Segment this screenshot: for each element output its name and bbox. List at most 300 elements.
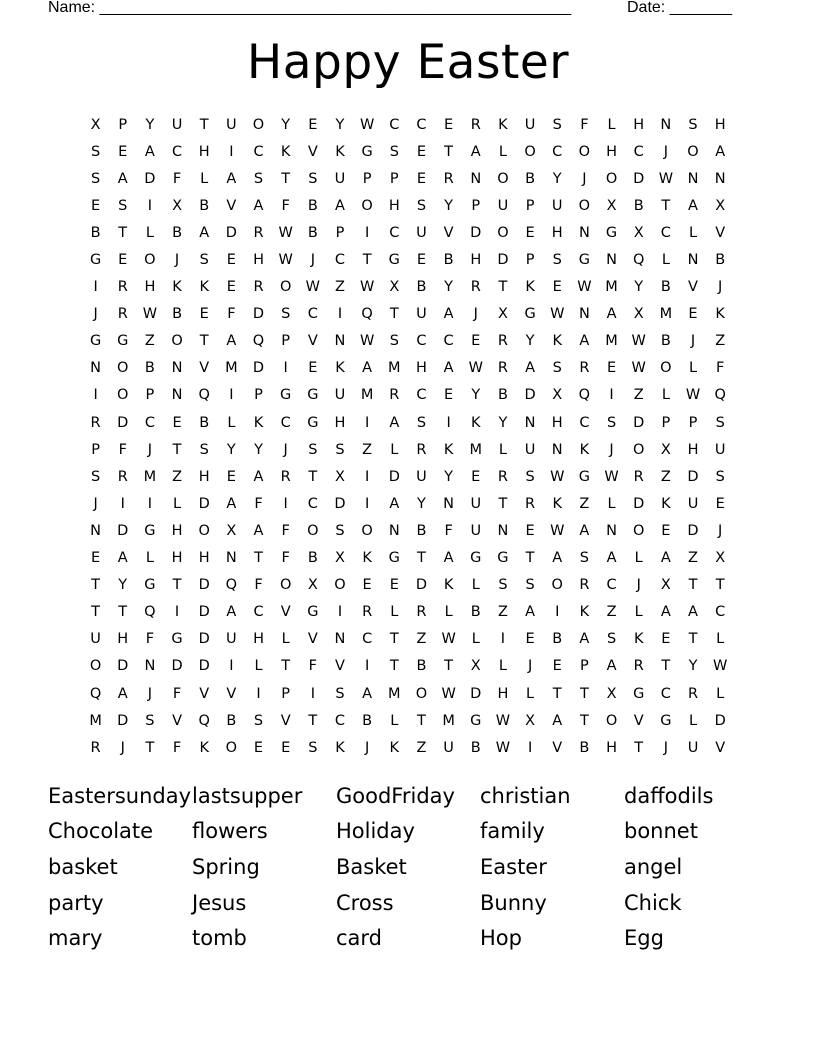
grid-letter: A xyxy=(335,197,345,214)
grid-letter: P xyxy=(471,197,481,214)
grid-letter: F xyxy=(172,170,182,187)
grid-letter: C xyxy=(715,604,726,621)
grid-letter: X xyxy=(715,197,726,214)
grid-letter: H xyxy=(388,197,400,214)
grid-letter: V xyxy=(226,197,237,214)
word-list-item: Egg xyxy=(624,926,664,951)
grid-letter: N xyxy=(551,441,563,458)
word-list-item: Spring xyxy=(192,854,260,879)
grid-letter: W xyxy=(495,712,511,729)
grid-letter: S xyxy=(308,441,318,458)
grid-letter: P xyxy=(118,116,128,133)
grid-letter: S xyxy=(688,116,698,133)
grid-letter: B xyxy=(172,306,183,323)
grid-letter: A xyxy=(606,658,617,675)
grid-letter: D xyxy=(687,522,699,539)
word-list-item: basket xyxy=(48,854,118,879)
grid-letter: X xyxy=(335,550,345,567)
grid-letter: D xyxy=(497,252,509,269)
grid-letter: R xyxy=(90,739,101,756)
word-list-item: party xyxy=(48,890,104,915)
grid-letter: G xyxy=(605,224,618,241)
grid-letter: O xyxy=(497,224,509,241)
grid-letter: W xyxy=(604,468,619,485)
word-list-item: flowers xyxy=(192,819,268,844)
grid-letter: K xyxy=(443,441,454,458)
grid-letter: T xyxy=(362,252,372,269)
grid-letter: A xyxy=(253,522,264,539)
grid-letter: L xyxy=(688,224,698,241)
grid-letter: S xyxy=(90,468,101,485)
grid-letter: G xyxy=(578,468,591,485)
grid-letter: K xyxy=(661,495,671,512)
grid-letter: O xyxy=(117,360,129,377)
grid-letter: T xyxy=(389,306,399,323)
grid-letter: L xyxy=(390,441,399,458)
grid-letter: D xyxy=(470,224,482,241)
grid-letter: D xyxy=(198,631,210,648)
grid-letter: O xyxy=(89,658,102,675)
grid-letter: L xyxy=(200,170,209,187)
grid-letter: J xyxy=(93,495,98,512)
grid-letter: D xyxy=(117,522,129,539)
grid-letter: T xyxy=(172,441,182,458)
grid-letter: O xyxy=(144,252,156,269)
grid-letter: R xyxy=(362,604,373,621)
grid-letter: S xyxy=(416,414,427,431)
grid-letter: J xyxy=(174,252,180,269)
word-list-item: Holiday xyxy=(336,819,415,844)
grid-letter: O xyxy=(117,387,129,404)
grid-letter: J xyxy=(120,739,125,756)
grid-letter: R xyxy=(525,495,536,512)
grid-letter: O xyxy=(225,739,238,756)
name-field[interactable]: Name: _____________________________________________________ xyxy=(48,0,572,16)
grid-letter: B xyxy=(416,279,427,296)
grid-letter: H xyxy=(497,685,509,702)
grid-letter: B xyxy=(497,387,508,404)
grid-letter: I xyxy=(283,360,288,377)
grid-letter: Z xyxy=(172,468,183,485)
grid-letter: O xyxy=(632,441,645,458)
grid-letter: X xyxy=(606,197,617,214)
grid-letter: A xyxy=(253,197,264,214)
grid-letter: U xyxy=(470,522,482,539)
grid-letter: M xyxy=(388,685,401,702)
grid-letter: O xyxy=(578,197,591,214)
grid-letter: B xyxy=(172,224,183,241)
grid-letter: A xyxy=(362,685,373,702)
grid-letter: G xyxy=(524,306,536,323)
grid-letter: D xyxy=(198,658,210,675)
grid-letter: E xyxy=(90,550,101,567)
grid-letter: A xyxy=(660,550,671,567)
grid-letter: Y xyxy=(226,441,236,458)
grid-letter: N xyxy=(470,170,482,187)
grid-letter: E xyxy=(199,306,209,323)
grid-letter: U xyxy=(470,495,482,512)
grid-letter: R xyxy=(90,414,101,431)
grid-letter: N xyxy=(606,252,617,269)
grid-letter: F xyxy=(172,739,182,756)
word-list-item: family xyxy=(480,819,545,844)
grid-letter: W xyxy=(550,522,565,539)
grid-letter: B xyxy=(525,170,536,187)
grid-letter: E xyxy=(118,143,128,160)
grid-letter: A xyxy=(226,604,237,621)
grid-letter: G xyxy=(497,550,509,567)
grid-letter: Z xyxy=(416,631,427,648)
grid-letter: R xyxy=(579,577,590,594)
grid-letter: B xyxy=(199,197,210,214)
grid-letter: V xyxy=(715,224,726,241)
grid-letter: T xyxy=(199,116,209,133)
grid-letter: J xyxy=(636,577,641,594)
grid-letter: R xyxy=(497,360,508,377)
grid-letter: C xyxy=(660,224,671,241)
grid-letter: A xyxy=(226,495,237,512)
grid-letter: Q xyxy=(714,387,726,404)
grid-letter: S xyxy=(525,468,535,485)
grid-letter: C xyxy=(416,333,427,350)
grid-letter: E xyxy=(715,495,725,512)
grid-letter: X xyxy=(307,577,318,594)
grid-letter: B xyxy=(199,414,210,431)
word-list-item: Cross xyxy=(336,890,394,915)
grid-letter: K xyxy=(280,143,291,160)
grid-letter: A xyxy=(443,306,454,323)
grid-letter: H xyxy=(198,468,210,485)
grid-letter: E xyxy=(552,279,562,296)
grid-letter: V xyxy=(199,360,210,377)
grid-letter: F xyxy=(227,306,236,323)
grid-letter: C xyxy=(552,143,563,160)
grid-letter: C xyxy=(171,143,183,160)
grid-letter: V xyxy=(280,604,291,621)
grid-letter: L xyxy=(471,577,480,594)
grid-letter: Y xyxy=(688,658,698,675)
grid-letter: E xyxy=(688,306,698,323)
grid-letter: C xyxy=(280,414,291,431)
grid-letter: A xyxy=(470,143,481,160)
grid-letter: N xyxy=(90,522,101,539)
grid-letter: U xyxy=(687,495,699,512)
grid-letter: D xyxy=(252,306,265,323)
grid-letter: O xyxy=(361,197,373,214)
grid-letter: O xyxy=(279,279,292,296)
grid-letter: C xyxy=(389,116,400,133)
grid-letter: M xyxy=(605,333,618,350)
word-list-item: angel xyxy=(624,854,683,879)
grid-letter: B xyxy=(416,522,427,539)
grid-letter: I xyxy=(337,604,343,621)
grid-letter: N xyxy=(225,550,237,567)
grid-letter: I xyxy=(500,631,506,648)
grid-letter: A xyxy=(552,712,563,729)
grid-letter: N xyxy=(497,522,509,539)
grid-letter: P xyxy=(580,658,589,675)
grid-letter: P xyxy=(525,197,535,214)
grid-letter: I xyxy=(527,739,533,756)
grid-letter: G xyxy=(117,333,129,350)
grid-letter: M xyxy=(388,360,401,377)
word-list-item: card xyxy=(336,926,383,951)
grid-letter: Z xyxy=(606,604,617,621)
grid-letter: T xyxy=(199,333,209,350)
grid-letter: W xyxy=(278,252,293,269)
grid-letter: L xyxy=(227,414,236,431)
grid-letter: F xyxy=(580,116,589,133)
grid-letter: L xyxy=(173,495,182,512)
grid-letter: R xyxy=(253,224,264,241)
grid-letter: K xyxy=(335,360,345,377)
grid-letter: K xyxy=(579,441,590,458)
grid-letter: S xyxy=(308,170,318,187)
grid-letter: N xyxy=(687,170,699,187)
grid-letter: M xyxy=(225,360,238,377)
grid-letter: E xyxy=(606,360,617,377)
grid-letter: P xyxy=(281,685,291,702)
grid-letter: K xyxy=(579,604,590,621)
date-field[interactable]: Date: _______ xyxy=(627,0,732,16)
grid-letter: C xyxy=(334,712,346,729)
grid-letter: T xyxy=(417,550,426,567)
grid-letter: R xyxy=(579,360,590,377)
grid-letter: J xyxy=(310,252,315,269)
grid-letter: V xyxy=(335,658,345,675)
grid-letter: C xyxy=(416,116,427,133)
grid-letter: E xyxy=(444,116,454,133)
grid-letter: X xyxy=(470,658,481,675)
grid-letter: D xyxy=(171,658,183,675)
grid-letter: M xyxy=(360,387,374,404)
grid-letter: A xyxy=(362,360,373,377)
grid-letter: G xyxy=(660,712,672,729)
grid-letter: A xyxy=(715,143,726,160)
grid-letter: E xyxy=(444,387,454,404)
grid-letter: K xyxy=(199,739,209,756)
grid-letter: E xyxy=(226,279,236,296)
grid-letter: Y xyxy=(145,116,155,133)
grid-letter: O xyxy=(687,143,699,160)
word-list-item: mary xyxy=(48,926,103,951)
grid-letter: T xyxy=(661,197,671,214)
grid-letter: Z xyxy=(579,495,590,512)
grid-letter: C xyxy=(144,414,155,431)
grid-letter: T xyxy=(661,658,671,675)
grid-letter: M xyxy=(143,468,157,485)
grid-letter: R xyxy=(416,441,427,458)
grid-letter: X xyxy=(90,116,101,133)
grid-letter: S xyxy=(335,685,345,702)
grid-letter: U xyxy=(497,197,509,214)
grid-letter: E xyxy=(172,414,182,431)
grid-letter: N xyxy=(578,224,590,241)
grid-letter: P xyxy=(525,252,535,269)
grid-letter: A xyxy=(144,143,155,160)
letter-grid xyxy=(82,111,734,761)
grid-letter: V xyxy=(552,739,563,756)
grid-letter: B xyxy=(660,333,671,350)
grid-letter: S xyxy=(253,712,264,729)
grid-letter: O xyxy=(497,170,509,187)
grid-letter: V xyxy=(715,739,726,756)
grid-letter: X xyxy=(389,279,400,296)
grid-letter: S xyxy=(606,631,617,648)
grid-letter: Z xyxy=(362,441,373,458)
grid-letter: A xyxy=(199,224,210,241)
word-list-item: bonnet xyxy=(624,819,698,844)
grid-letter: I xyxy=(229,658,234,675)
grid-letter: L xyxy=(526,685,535,702)
grid-letter: H xyxy=(416,360,427,377)
word-list-item: christian xyxy=(480,783,571,808)
grid-letter: T xyxy=(688,577,698,594)
grid-letter: E xyxy=(226,252,236,269)
grid-letter: M xyxy=(442,712,455,729)
grid-letter: H xyxy=(687,441,699,458)
grid-letter: T xyxy=(498,495,508,512)
grid-letter: S xyxy=(253,170,264,187)
grid-letter: E xyxy=(118,252,128,269)
grid-letter: Y xyxy=(525,333,535,350)
grid-letter: V xyxy=(443,224,454,241)
grid-letter: W xyxy=(685,387,701,404)
grid-letter: W xyxy=(359,116,375,133)
grid-letter: K xyxy=(362,550,372,567)
grid-letter: E xyxy=(308,360,318,377)
grid-letter: G xyxy=(470,550,482,567)
grid-letter: Q xyxy=(361,306,373,323)
grid-letter: T xyxy=(525,550,535,567)
grid-letter: Z xyxy=(688,550,698,567)
grid-letter: T xyxy=(579,712,589,729)
grid-letter: L xyxy=(471,631,480,648)
grid-letter: T xyxy=(281,658,291,675)
grid-letter: D xyxy=(524,387,536,404)
grid-letter: K xyxy=(389,739,400,756)
grid-letter: Y xyxy=(335,116,345,133)
grid-letter: T xyxy=(308,712,318,729)
grid-letter: R xyxy=(389,387,400,404)
grid-letter: X xyxy=(552,387,563,404)
grid-letter: Q xyxy=(632,252,645,269)
grid-letter: T xyxy=(172,577,182,594)
grid-letter: N xyxy=(144,658,156,675)
grid-letter: B xyxy=(470,739,481,756)
grid-letter: L xyxy=(607,495,616,512)
word-list xyxy=(48,778,768,956)
grid-letter: F xyxy=(281,522,290,539)
grid-letter: A xyxy=(389,495,400,512)
grid-letter: O xyxy=(578,143,591,160)
grid-letter: W xyxy=(550,468,565,485)
grid-letter: D xyxy=(633,170,645,187)
grid-letter: K xyxy=(253,414,264,431)
grid-letter: L xyxy=(634,604,643,621)
grid-letter: L xyxy=(498,441,507,458)
grid-letter: E xyxy=(90,197,101,214)
grid-letter: N xyxy=(714,170,726,187)
grid-letter: V xyxy=(280,712,291,729)
grid-letter: N xyxy=(334,631,346,648)
grid-letter: A xyxy=(552,550,563,567)
grid-letter: J xyxy=(718,522,723,539)
grid-letter: Q xyxy=(89,685,102,702)
grid-letter: T xyxy=(444,658,454,675)
grid-letter: L xyxy=(390,604,399,621)
grid-letter: K xyxy=(552,495,562,512)
grid-letter: A xyxy=(606,550,617,567)
grid-letter: T xyxy=(715,577,725,594)
grid-letter: H xyxy=(198,143,210,160)
grid-letter: Q xyxy=(578,387,591,404)
grid-letter: W xyxy=(550,306,565,323)
grid-letter: V xyxy=(199,685,210,702)
grid-letter: C xyxy=(443,333,454,350)
grid-letter: L xyxy=(145,550,154,567)
grid-letter: X xyxy=(715,550,726,567)
word-list-item: daffodils xyxy=(624,783,714,808)
grid-letter: I xyxy=(93,279,98,296)
grid-letter: V xyxy=(226,685,237,702)
grid-letter: D xyxy=(334,495,346,512)
grid-letter: L xyxy=(281,631,290,648)
grid-letter: E xyxy=(471,333,481,350)
grid-letter: E xyxy=(525,224,535,241)
grid-letter: U xyxy=(226,116,237,133)
grid-letter: U xyxy=(443,739,454,756)
grid-letter: I xyxy=(229,387,234,404)
grid-letter: T xyxy=(389,631,399,648)
page-title: Happy Easter xyxy=(246,35,570,90)
grid-letter: S xyxy=(199,252,209,269)
grid-letter: Y xyxy=(498,414,508,431)
grid-letter: N xyxy=(443,495,455,512)
grid-letter: X xyxy=(660,577,671,594)
grid-letter: G xyxy=(470,712,482,729)
grid-letter: E xyxy=(281,739,291,756)
grid-letter: G xyxy=(89,252,102,269)
grid-letter: U xyxy=(416,306,427,323)
grid-letter: P xyxy=(362,170,372,187)
grid-letter: T xyxy=(91,604,100,621)
grid-letter: H xyxy=(551,224,563,241)
grid-letter: N xyxy=(388,522,400,539)
grid-letter: H xyxy=(253,252,264,269)
grid-letter: A xyxy=(443,550,454,567)
grid-letter: T xyxy=(579,685,589,702)
grid-letter: U xyxy=(90,631,101,648)
grid-letter: P xyxy=(335,224,345,241)
grid-letter: A xyxy=(688,197,698,214)
grid-letter: L xyxy=(254,658,263,675)
grid-letter: B xyxy=(307,550,318,567)
grid-letter: Y xyxy=(444,468,454,485)
grid-letter: D xyxy=(117,658,129,675)
word-list-item: Chocolate xyxy=(48,819,154,844)
grid-letter: I xyxy=(147,495,153,512)
grid-letter: Y xyxy=(552,170,562,187)
grid-letter: B xyxy=(633,197,644,214)
grid-letter: E xyxy=(471,468,481,485)
grid-letter: W xyxy=(441,631,456,648)
grid-letter: I xyxy=(365,468,370,485)
grid-letter: D xyxy=(714,712,726,729)
grid-letter: R xyxy=(443,170,454,187)
grid-letter: B xyxy=(144,360,155,377)
grid-letter: S xyxy=(606,414,617,431)
